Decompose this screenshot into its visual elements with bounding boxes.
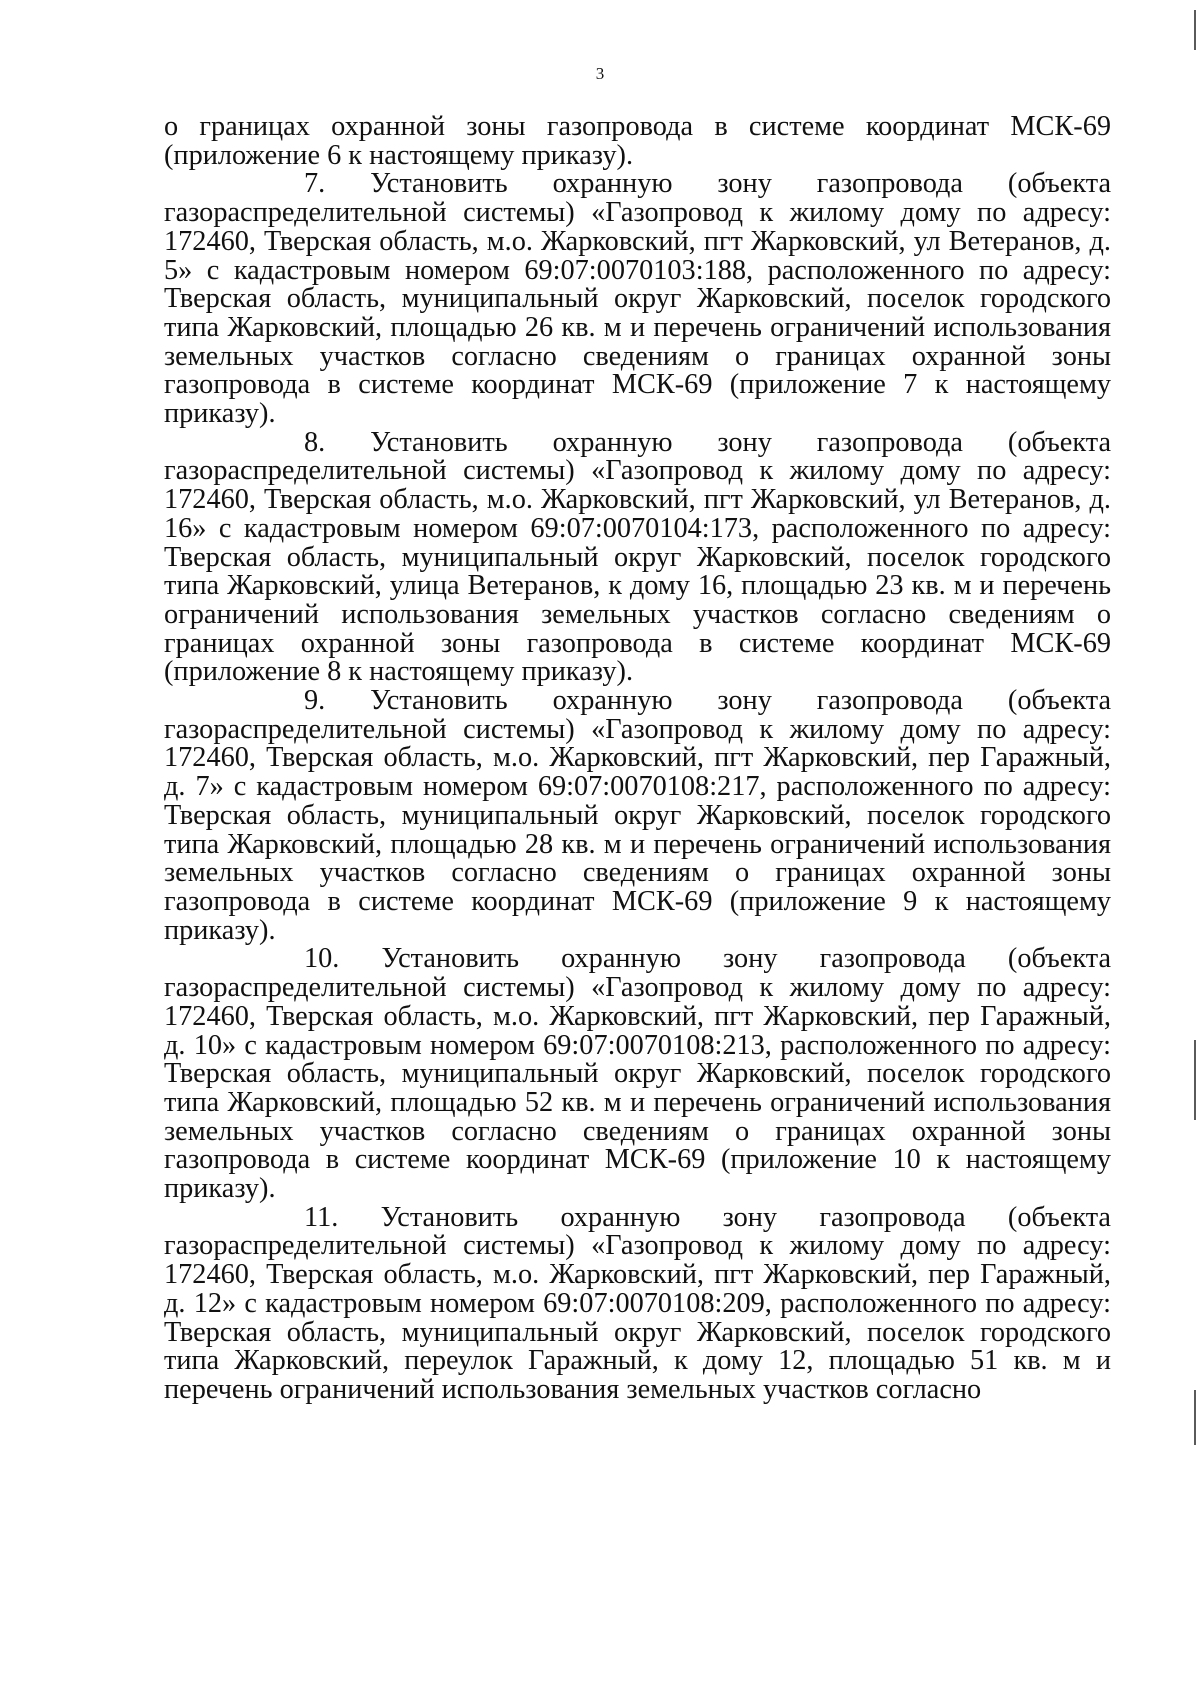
order-item-9 — [164, 687, 1111, 945]
item-text: Установить охранную зону газопровода (объекта газораспределительной системы) «Газопровод к жилому дому по адресу: 172460, Тверская область, м.о. Жарковский, пгт Жарковский, пер Гаражный, д. 10» с кадастровым номером 69:07:0070108:213, расположенного по адресу: Тверская область, муниципальный округ Жарковский, поселок городского типа Жарковский, площадью 52 кв. м и перечень ограничений использования земельных участков согласно сведениям о границах охранной зоны газопровода в системе координат МСК-69 (приложение 10 к настоящему приказу). — [164, 943, 1111, 1205]
item-number: 10. — [304, 943, 340, 975]
item-text: Установить охранную зону газопровода (объекта газораспределительной системы) «Газопровод к жилому дому по адресу: 172460, Тверская область, м.о. Жарковский, пгт Жарковский, пер Гаражный, д. 12» с кадастровым номером 69:07:0070108:209, расположенного по адресу: Тверская область, муниципальный округ Жарковский, поселок городского типа Жарковский, переулок Гаражный, к дому 12, площадью 51 кв. м и перечень ограничений использования земельных участков согласно — [164, 1201, 1111, 1405]
item-number: 7. — [304, 168, 326, 200]
item-number: 8. — [304, 426, 326, 458]
item-number: 11. — [304, 1201, 339, 1233]
order-item-8 — [164, 426, 1111, 688]
item-number: 9. — [304, 685, 326, 717]
item-text: Установить охранную зону газопровода (объекта газораспределительной системы) «Газопровод к жилому дому по адресу: 172460, Тверская область, м.о. Жарковский, пгт Жарковский, ул Ветеранов, д. 5» с кадастровым номером 69:07:0070103:188, расположенного по адресу: Тверская область, муниципальный округ Жарковский, поселок городского типа Жарковский, площадью 26 кв. м и перечень ограничений использования земельных участков согласно сведениям о границах охранной зоны газопровода в системе координат МСК-69 (приложение 7 к настоящему приказу). — [164, 168, 1111, 430]
page-number: 3 — [595, 64, 605, 83]
scan-edge-mark — [1194, 1390, 1196, 1445]
scan-edge-mark — [1194, 10, 1196, 50]
continued-paragraph: о границах охранной зоны газопровода в системе координат МСК-69 (приложение 6 к настоящему приказу). — [164, 111, 1111, 171]
scan-edge-mark — [1194, 1040, 1196, 1120]
order-item-10 — [164, 945, 1111, 1203]
item-text: Установить охранную зону газопровода (объекта газораспределительной системы) «Газопровод к жилому дому по адресу: 172460, Тверская область, м.о. Жарковский, пгт Жарковский, ул Ветеранов, д. 16» с кадастровым номером 69:07:0070104:173, расположенного по адресу: Тверская область, муниципальный округ Жарковский, поселок городского типа Жарковский, улица Ветеранов, к дому 16, площадью 23 кв. м и перечень ограничений использования земельных участков согласно сведениям о границах охранной зоны газопровода в системе координат МСК-69 (приложение 8 к настоящему приказу). — [164, 426, 1111, 688]
item-text: Установить охранную зону газопровода (объекта газораспределительной системы) «Газопровод к жилому дому по адресу: 172460, Тверская область, м.о. Жарковский, пгт Жарковский, пер Гаражный, д. 7» с кадастровым номером 69:07:0070108:217, расположенного по адресу: Тверская область, муниципальный округ Жарковский, поселок городского типа Жарковский, площадью 28 кв. м и перечень ограничений использования земельных участков согласно сведениям о границах охранной зоны газопровода в системе координат МСК-69 (приложение 9 к настоящему приказу). — [164, 685, 1111, 946]
document-body — [164, 113, 1111, 1405]
order-item-11 — [164, 1201, 1111, 1405]
order-item-7 — [164, 170, 1111, 428]
